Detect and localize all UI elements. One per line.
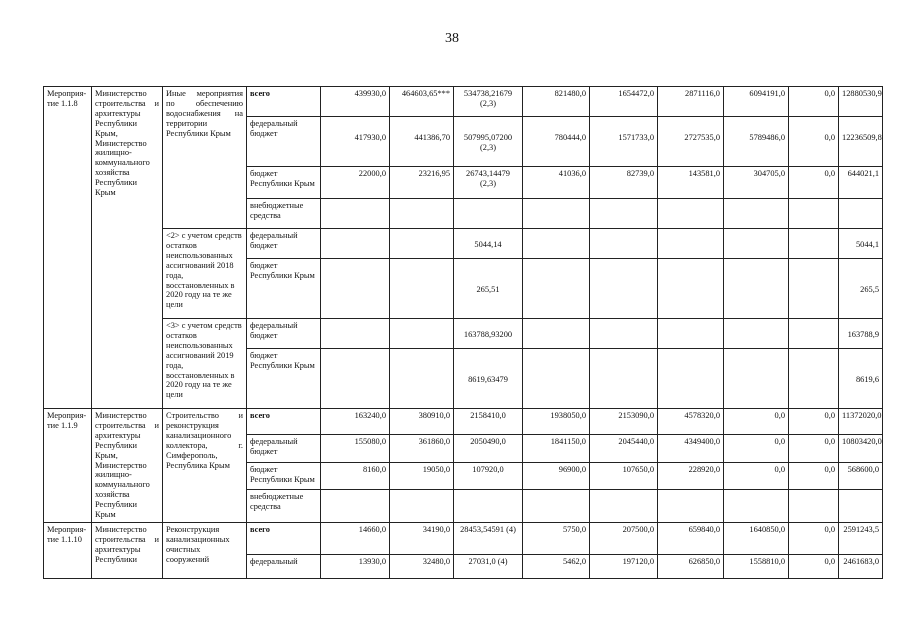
amount-cell	[590, 349, 658, 409]
amount-cell: 659840,0	[658, 522, 724, 554]
amount-cell	[658, 229, 724, 259]
amount-cell: 8619,63479	[454, 349, 523, 409]
amount-cell: 14660,0	[321, 522, 390, 554]
amount-cell	[523, 259, 590, 319]
amount-cell: 0,0	[789, 167, 839, 199]
amount-cell: 4349400,0	[658, 435, 724, 463]
amount-cell: 1938050,0	[523, 409, 590, 435]
amount-cell	[523, 199, 590, 229]
amount-cell: 11372020,0	[839, 409, 883, 435]
amount-cell	[321, 229, 390, 259]
amount-cell: 32480,0	[390, 554, 454, 578]
funding-source: всего	[247, 87, 321, 117]
funding-source: всего	[247, 522, 321, 554]
amount-cell: 361860,0	[390, 435, 454, 463]
amount-cell	[321, 349, 390, 409]
amount-cell	[590, 319, 658, 349]
amount-cell: 417930,0	[321, 117, 390, 167]
amount-cell: 780444,0	[523, 117, 590, 167]
amount-cell: 265,51	[454, 259, 523, 319]
amount-cell: 2158410,0	[454, 409, 523, 435]
amount-cell: 0,0	[724, 435, 789, 463]
amount-cell	[590, 490, 658, 523]
measure-id: Мероприя-тие 1.1.8	[44, 87, 92, 409]
amount-cell: 8160,0	[321, 463, 390, 490]
amount-cell: 22000,0	[321, 167, 390, 199]
measure-name: Строительство и реконструкция канализационного коллектора, г. Симферополь, Республика Крым	[163, 409, 247, 523]
amount-cell	[321, 490, 390, 523]
table-row	[44, 319, 883, 349]
amount-cell: 0,0	[789, 522, 839, 554]
amount-cell: 13930,0	[321, 554, 390, 578]
amount-cell	[658, 199, 724, 229]
amount-cell: 12236509,8	[839, 117, 883, 167]
amount-cell: 821480,0	[523, 87, 590, 117]
funding-source: бюджет Республики Крым	[247, 167, 321, 199]
amount-cell	[321, 319, 390, 349]
amount-cell: 5789486,0	[724, 117, 789, 167]
subgroup-note: <3> с учетом средств остатков неиспользованных ассигнований 2019 года, восстановленных в 2020 году на те же цели	[163, 319, 247, 409]
amount-cell: 0,0	[789, 554, 839, 578]
amount-cell: 0,0	[789, 87, 839, 117]
amount-cell	[390, 349, 454, 409]
funding-source: бюджет Республики Крым	[247, 349, 321, 409]
amount-cell: 0,0	[724, 463, 789, 490]
amount-cell: 265,5	[839, 259, 883, 319]
amount-cell: 644021,1	[839, 167, 883, 199]
amount-cell	[454, 490, 523, 523]
amount-cell: 0,0	[789, 435, 839, 463]
amount-cell	[390, 229, 454, 259]
amount-cell: 8619,6	[839, 349, 883, 409]
amount-cell: 107650,0	[590, 463, 658, 490]
amount-cell	[724, 490, 789, 523]
measure-executor: Министерство строительства и архитектуры Республики Крым, Министерство жилищно-коммунального хозяйства Республики Крым	[92, 87, 163, 409]
amount-cell: 5750,0	[523, 522, 590, 554]
amount-cell: 82739,0	[590, 167, 658, 199]
amount-cell	[658, 490, 724, 523]
amount-cell: 2871116,0	[658, 87, 724, 117]
amount-cell: 228920,0	[658, 463, 724, 490]
amount-cell: 96900,0	[523, 463, 590, 490]
amount-cell: 304705,0	[724, 167, 789, 199]
amount-cell: 380910,0	[390, 409, 454, 435]
funding-source: внебюджетные средства	[247, 490, 321, 523]
funding-source: бюджет Республики Крым	[247, 259, 321, 319]
amount-cell: 27031,0 (4)	[454, 554, 523, 578]
measure-id: Мероприя-тие 1.1.10	[44, 522, 92, 578]
amount-cell	[789, 199, 839, 229]
amount-cell: 626850,0	[658, 554, 724, 578]
funding-source: федеральный бюджет	[247, 229, 321, 259]
amount-cell	[724, 319, 789, 349]
amount-cell	[390, 319, 454, 349]
amount-cell	[789, 349, 839, 409]
amount-cell	[789, 229, 839, 259]
amount-cell	[390, 490, 454, 523]
amount-cell	[658, 319, 724, 349]
measure-executor: Министерство строительства и архитектуры Республики Крым, Министерство жилищно-коммунального хозяйства Республики Крым	[92, 409, 163, 523]
amount-cell: 1558810,0	[724, 554, 789, 578]
amount-cell: 2045440,0	[590, 435, 658, 463]
amount-cell	[590, 229, 658, 259]
amount-cell	[523, 319, 590, 349]
page-number: 38	[445, 31, 459, 46]
amount-cell: 12880530,9	[839, 87, 883, 117]
amount-cell	[390, 259, 454, 319]
amount-cell	[590, 199, 658, 229]
amount-cell	[454, 199, 523, 229]
amount-cell: 6094191,0	[724, 87, 789, 117]
amount-cell: 28453,54591 (4)	[454, 522, 523, 554]
amount-cell: 4578320,0	[658, 409, 724, 435]
funding-source: бюджет Республики Крым	[247, 463, 321, 490]
table-row	[44, 87, 883, 117]
amount-cell	[724, 349, 789, 409]
amount-cell: 5462,0	[523, 554, 590, 578]
amount-cell	[789, 490, 839, 523]
table-row	[44, 409, 883, 435]
amount-cell: 0,0	[789, 463, 839, 490]
measure-name: Иные мероприятия по обеспечению водоснабжения на территории Республики Крым	[163, 87, 247, 229]
amount-cell: 0,0	[789, 409, 839, 435]
amount-cell	[724, 229, 789, 259]
amount-cell: 163240,0	[321, 409, 390, 435]
amount-cell: 5044,1	[839, 229, 883, 259]
funding-source: федеральный	[247, 554, 321, 578]
amount-cell: 2153090,0	[590, 409, 658, 435]
amount-cell: 143581,0	[658, 167, 724, 199]
funding-source: федеральный бюджет	[247, 435, 321, 463]
amount-cell	[523, 349, 590, 409]
amount-cell: 155080,0	[321, 435, 390, 463]
amount-cell: 41036,0	[523, 167, 590, 199]
amount-cell	[321, 199, 390, 229]
amount-cell: 107920,0	[454, 463, 523, 490]
amount-cell: 439930,0	[321, 87, 390, 117]
measure-id: Мероприя-тие 1.1.9	[44, 409, 92, 523]
budget-table	[43, 86, 883, 579]
amount-cell: 197120,0	[590, 554, 658, 578]
measure-name: Реконструкция канализационных очистных сооружений	[163, 522, 247, 578]
table-row	[44, 229, 883, 259]
amount-cell: 507995,07200 (2,3)	[454, 117, 523, 167]
amount-cell	[658, 259, 724, 319]
amount-cell: 19050,0	[390, 463, 454, 490]
measure-executor: Министерство строительства и архитектуры Республики	[92, 522, 163, 578]
amount-cell: 0,0	[724, 409, 789, 435]
amount-cell: 464603,65***	[390, 87, 454, 117]
subgroup-note: <2> с учетом средств остатков неиспользованных ассигнований 2018 года, восстановленных в 2020 году на те же цели	[163, 229, 247, 319]
funding-source: внебюджетные средства	[247, 199, 321, 229]
amount-cell	[523, 490, 590, 523]
amount-cell: 34190,0	[390, 522, 454, 554]
amount-cell	[658, 349, 724, 409]
amount-cell	[390, 199, 454, 229]
amount-cell: 2461683,0	[839, 554, 883, 578]
amount-cell	[789, 259, 839, 319]
funding-source: федеральный бюджет	[247, 319, 321, 349]
amount-cell: 534738,21679 (2,3)	[454, 87, 523, 117]
amount-cell	[839, 490, 883, 523]
funding-source: федеральный бюджет	[247, 117, 321, 167]
amount-cell: 2591243,5	[839, 522, 883, 554]
amount-cell: 2727535,0	[658, 117, 724, 167]
amount-cell: 5044,14	[454, 229, 523, 259]
amount-cell	[724, 199, 789, 229]
amount-cell: 26743,14479 (2,3)	[454, 167, 523, 199]
amount-cell	[789, 319, 839, 349]
amount-cell: 163788,9	[839, 319, 883, 349]
amount-cell: 1640850,0	[724, 522, 789, 554]
amount-cell: 2050490,0	[454, 435, 523, 463]
amount-cell	[839, 199, 883, 229]
amount-cell: 1571733,0	[590, 117, 658, 167]
amount-cell: 10803420,0	[839, 435, 883, 463]
amount-cell: 441386,70	[390, 117, 454, 167]
funding-source: всего	[247, 409, 321, 435]
amount-cell: 163788,93200	[454, 319, 523, 349]
amount-cell: 568600,0	[839, 463, 883, 490]
amount-cell	[321, 259, 390, 319]
amount-cell: 207500,0	[590, 522, 658, 554]
table-row	[44, 522, 883, 554]
amount-cell	[724, 259, 789, 319]
amount-cell	[590, 259, 658, 319]
amount-cell: 1654472,0	[590, 87, 658, 117]
amount-cell	[523, 229, 590, 259]
amount-cell: 23216,95	[390, 167, 454, 199]
amount-cell: 0,0	[789, 117, 839, 167]
amount-cell: 1841150,0	[523, 435, 590, 463]
